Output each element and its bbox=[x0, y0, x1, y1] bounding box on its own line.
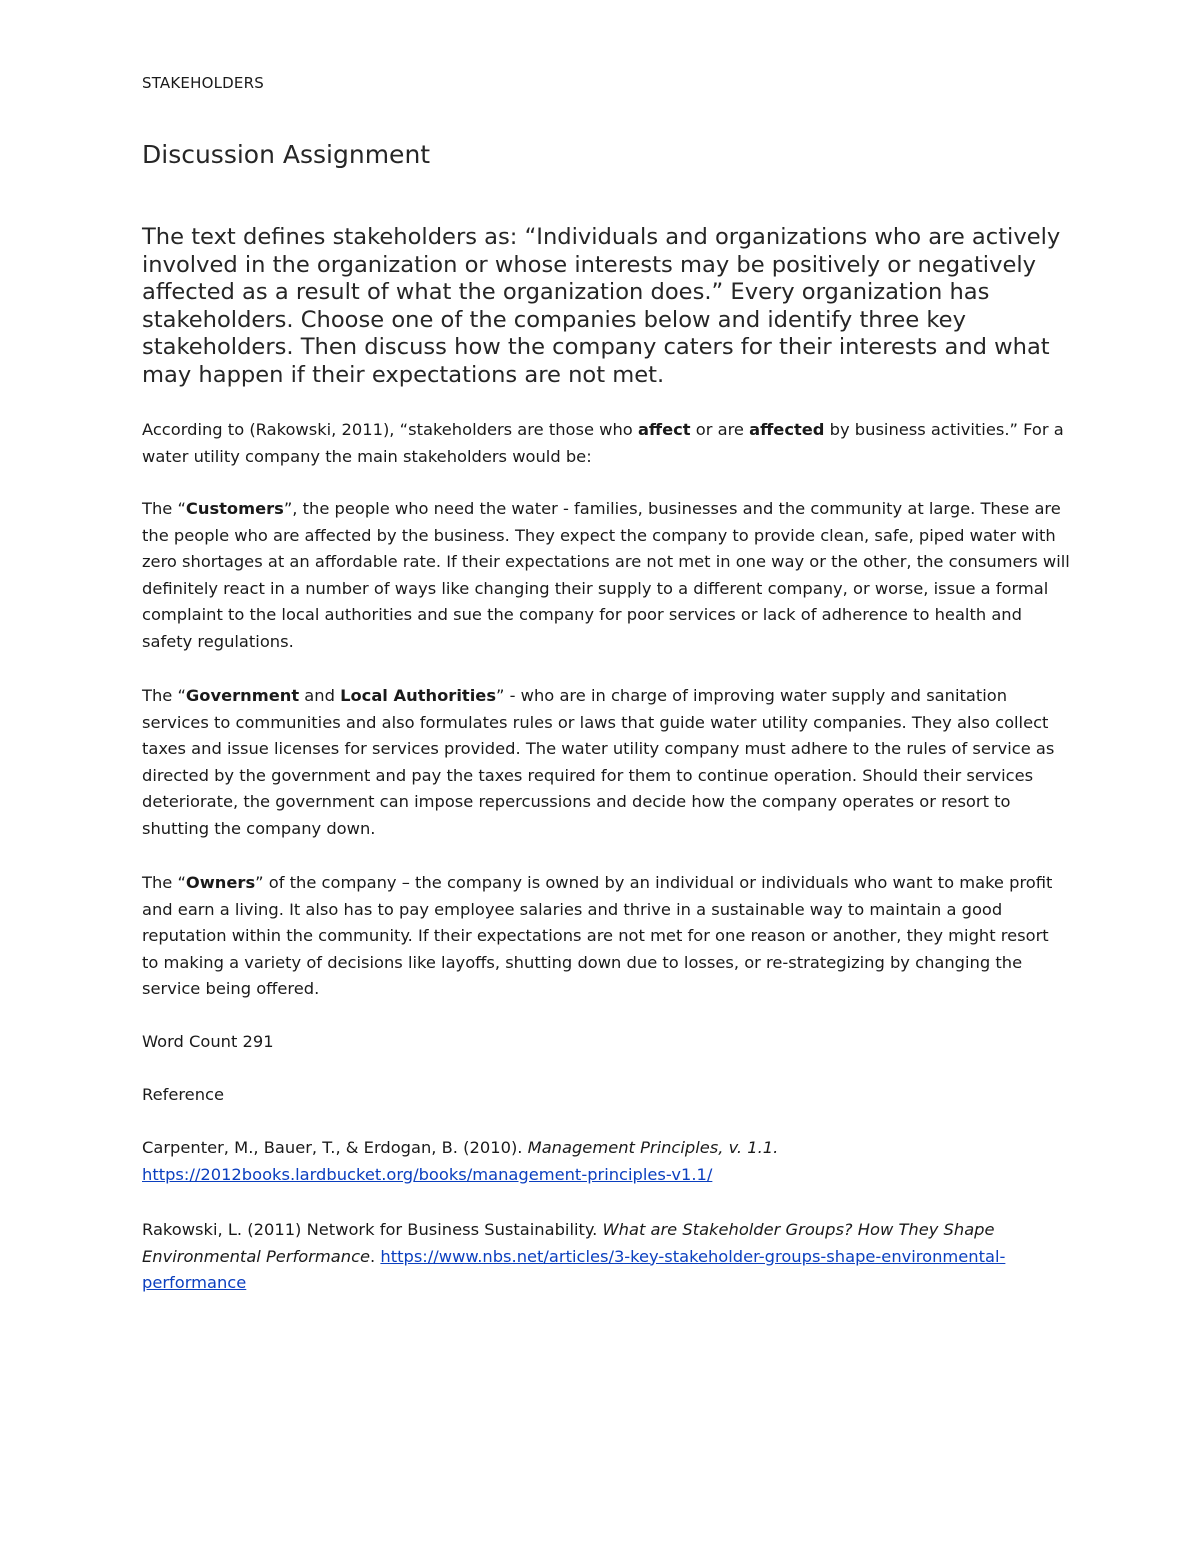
reference-entry-1 bbox=[142, 1135, 1070, 1188]
page-title: Discussion Assignment bbox=[142, 140, 431, 169]
reference-2-after: . bbox=[370, 1246, 381, 1266]
running-head: STAKEHOLDERS bbox=[142, 74, 264, 92]
customers-lead: The “ bbox=[142, 499, 186, 518]
reference-2-authors: Rakowski, L. (2011) Network for Business Sustainability. bbox=[142, 1220, 603, 1239]
assignment-prompt: The text defines stakeholders as: “Individuals and organizations who are actively involved in the organization or whose interests may be positively or negatively affected as a result of what the organization does.” Every organization has stakeholders. Choose one of the companies below and identify three key stakeholders. Then discuss how the company caters for their interests and what may happen if their expectations are not met. bbox=[142, 224, 1061, 388]
customers-body: ”, the people who need the water - families, businesses and the community at large. These are the people who are affected by the business. They expect the company to provide clean, safe, piped water with zero shortages at an affordable rate. If their expectations are not met in one way or the other, the consumers will definitely react in a number of ways like changing their supply to a different company, or worse, issue a formal complaint to the local authorities and sue the company for poor services or lack of adherence to health and safety regulations. bbox=[142, 499, 1070, 651]
reference-1-title: Management Principles, v. 1.1. bbox=[527, 1138, 779, 1157]
intro-text-1: According to (Rakowski, 2011), “stakeholders are those who bbox=[142, 420, 638, 439]
intro-text-3: by business activities.” For a water utility company the main stakeholders would be: bbox=[142, 420, 1064, 466]
owners-body: ” of the company – the company is owned by an individual or individuals who want to make profit and earn a living. It also has to pay employee salaries and thrive in a sustainable way to maintain a good reputation within the community. If their expectations are not met for one reason or another, they might resort to making a variety of decisions like layoffs, shutting down due to losses, or re-strategizing by changing the service being offered. bbox=[142, 873, 1053, 998]
government-paragraph bbox=[142, 683, 1070, 842]
reference-1-link[interactable]: https://2012books.lardbucket.org/books/management-principles-v1.1/ bbox=[142, 1164, 713, 1184]
intro-affected: affected bbox=[749, 420, 825, 439]
government-lead: The “ bbox=[142, 686, 186, 705]
local-authorities-heading: Local Authorities bbox=[340, 686, 497, 705]
reference-2-link[interactable]: https://www.nbs.net/articles/3-key-stakeholder-groups-shape-environmental-performance bbox=[142, 1246, 1006, 1292]
reference-heading: Reference bbox=[142, 1085, 224, 1104]
intro-paragraph bbox=[142, 417, 1070, 470]
reference-entry-2 bbox=[142, 1217, 1070, 1297]
reference-1-authors: Carpenter, M., Bauer, T., & Erdogan, B. (2010). bbox=[142, 1138, 528, 1157]
reference-2-title: What are Stakeholder Groups? How They Shape Environmental Performance bbox=[142, 1220, 995, 1266]
government-heading: Government bbox=[185, 686, 300, 705]
owners-lead: The “ bbox=[142, 873, 186, 892]
intro-affect: affect bbox=[637, 420, 691, 439]
owners-paragraph bbox=[142, 870, 1070, 1003]
government-and: and bbox=[299, 686, 341, 705]
word-count: Word Count 291 bbox=[142, 1032, 274, 1051]
government-body: ” - who are in charge of improving water supply and sanitation services to communities and also formulates rules or laws that guide water utility companies. They also collect taxes and issue licenses for services provided. The water utility company must adhere to the rules of service as directed by the government and pay the taxes required for them to continue operation. Should their services deteriorate, the government can impose repercussions and decide how the company operates or resort to shutting the company down. bbox=[142, 686, 1055, 838]
intro-text-2: or are bbox=[690, 420, 750, 439]
owners-heading: Owners bbox=[185, 873, 256, 892]
customers-paragraph bbox=[142, 496, 1070, 655]
customers-heading: Customers bbox=[185, 499, 284, 518]
